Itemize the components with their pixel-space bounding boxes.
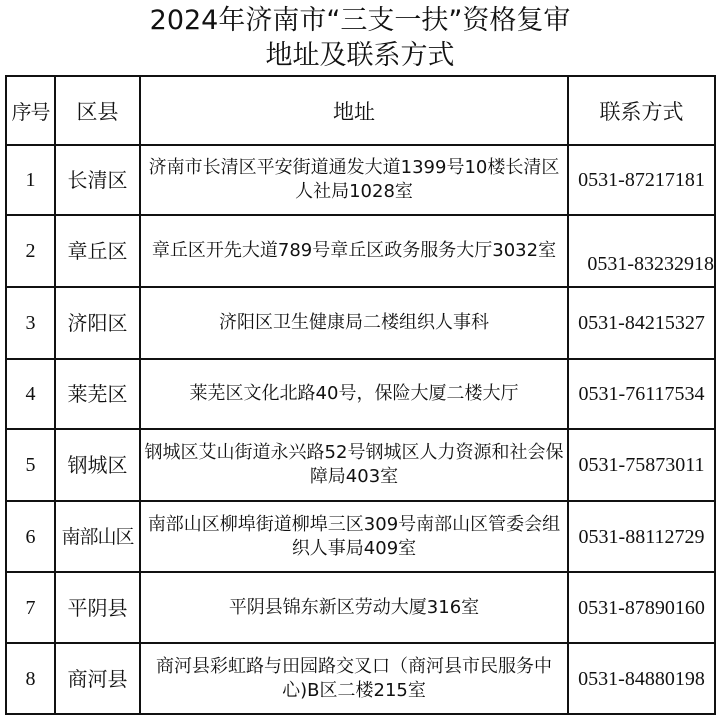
header-seq: 序号 (6, 76, 55, 145)
row-phone: 0531-87890160 (568, 572, 715, 643)
row-address: 南部山区柳埠街道柳埠三区309号南部山区管委会组织人事局409室 (140, 501, 568, 572)
document-title-line-2: 地址及联系方式 (265, 40, 455, 71)
row-address: 济阳区卫生健康局二楼组织人事科 (140, 287, 568, 359)
row-district: 商河县 (55, 643, 140, 714)
row-seq: 4 (6, 359, 55, 429)
row-phone: 0531-84880198 (568, 643, 715, 714)
row-phone: 0531-83232918 (568, 215, 715, 287)
row-seq: 3 (6, 287, 55, 359)
row-phone: 0531-87217181 (568, 145, 715, 215)
row-district: 章丘区 (55, 215, 140, 287)
row-seq: 7 (6, 572, 55, 643)
table-row (6, 429, 715, 501)
table-row (6, 145, 715, 215)
header-address: 地址 (140, 76, 568, 145)
row-address: 商河县彩虹路与田园路交叉口（商河县市民服务中心)B区二楼215室 (140, 643, 568, 714)
header-contact: 联系方式 (568, 76, 715, 145)
row-phone: 0531-75873011 (568, 429, 715, 501)
table-row (6, 287, 715, 359)
row-phone: 0531-84215327 (568, 287, 715, 359)
table-header-row (6, 76, 715, 145)
row-seq: 2 (6, 215, 55, 287)
row-seq: 6 (6, 501, 55, 572)
row-address: 莱芜区文化北路40号，保险大厦二楼大厅 (140, 359, 568, 429)
row-seq: 5 (6, 429, 55, 501)
row-seq: 1 (6, 145, 55, 215)
address-contact-table (5, 75, 716, 715)
row-district: 南部山区 (55, 501, 140, 572)
row-district: 济阳区 (55, 287, 140, 359)
row-address: 钢城区艾山街道永兴路52号钢城区人力资源和社会保障局403室 (140, 429, 568, 501)
table-row (6, 572, 715, 643)
row-address: 济南市长清区平安街道通发大道1399号10楼长清区人社局1028室 (140, 145, 568, 215)
document-title-line-1: 2024年济南市“三支一扶”资格复审 (149, 5, 571, 36)
row-phone: 0531-88112729 (568, 501, 715, 572)
table-row (6, 643, 715, 714)
header-district: 区县 (55, 76, 140, 145)
row-district: 平阴县 (55, 572, 140, 643)
row-seq: 8 (6, 643, 55, 714)
row-address: 平阴县锦东新区劳动大厦316室 (140, 572, 568, 643)
row-address: 章丘区开先大道789号章丘区政务服务大厅3032室 (140, 215, 568, 287)
table-row (6, 215, 715, 287)
row-district: 莱芜区 (55, 359, 140, 429)
row-district: 长清区 (55, 145, 140, 215)
row-phone: 0531-76117534 (568, 359, 715, 429)
table-row (6, 359, 715, 429)
row-district: 钢城区 (55, 429, 140, 501)
table-row (6, 501, 715, 572)
